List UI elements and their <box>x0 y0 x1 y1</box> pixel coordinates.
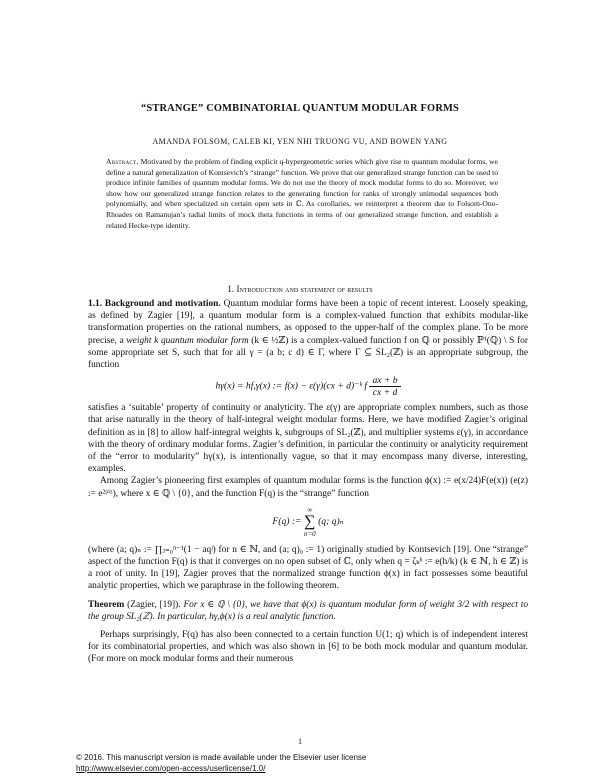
fraction-denominator: cx + d <box>372 387 398 399</box>
theorem-zagier <box>88 599 528 623</box>
equation-error-to-modularity <box>88 375 528 398</box>
paper-authors: AMANDA FOLSOM, CALEB KI, YEN NHI TRUONG VU, AND BOWEN YANG <box>152 137 448 146</box>
paragraph-text: (k ∈ ½ℤ) is a complex-valued function f on ℚ or possibly ℙ¹(ℚ) \ S for some appropriate set S, such that for all γ = (a b; c d) ∈ Γ, where Γ ⊆ SL₂(ℤ) is an appropriate subgroup, the function <box>88 335 528 371</box>
fraction-numerator: ax + b <box>369 375 400 387</box>
equation-strange-function <box>88 506 528 538</box>
sum-symbol: ∞ ∑ n=0 <box>303 505 316 538</box>
license-link[interactable]: http://www.elsevier.com/open-access/userlicense/1.0/ <box>76 763 266 773</box>
paragraph-kontsevich: (where (a; q)ₙ := ∏ⱼ₌₀ⁿ⁻¹(1 − aqʲ) for n ∈ ℕ, and (a; q)₀ := 1) originally studied by Kontsevich [19]. One “strange” aspect of the function F(q) is that it converges on no open subset of ℂ, only when q = ζₖʰ := e(h/k) (k ∈ ℕ, h ∈ ℤ) is a root of unity. In [19], Zagier proves that the normalized strange function ϕ(x) in fact possesses some beautiful analytic properties, which we paraphrase in the following theorem. <box>88 544 528 592</box>
section-title: Introduction and statement of results <box>236 284 373 294</box>
paragraph-background <box>88 298 528 371</box>
theorem-citation: (Zagier, [19]). <box>124 599 181 610</box>
paragraph-zagier-example: Among Zagier’s pioneering first examples of quantum modular forms is the function ϕ(x) := e(x/24)F(e(x)) (e(z) := e²ᵖⁱᶻ), where x ∈ ℚ \ {0}, and the function F(q) is the “strange” function <box>88 476 528 499</box>
paper-title: “STRANGE” COMBINATORIAL QUANTUM MODULAR FORMS <box>140 103 460 114</box>
body-text <box>88 298 528 666</box>
paragraph-text: Quantum modular forms have been a topic of recent interest. Loosely speaking, as defined by Zagier [19], a quantum modular form is a complex-valued function that exhibits modular-like transformation properties on the rational numbers, as opposed to the upper-half of the complex plane. To be more precise, a <box>88 299 529 346</box>
abstract-text: Motivated by the problem of finding explicit q-hypergeometric series which give rise to quantum modular forms, we define a natural generalization of Kontsevich’s “strange” function. We prove that our generalized strange function can be used to produce infinite families of quantum modular forms. We do not use the theory of mock modular forms to do so. Moreover, we show how our generalized strange function relates to the generating function for ranks of strongly unimodal sequences both polynomially, and when specialized on certain open sets in ℂ. As corollaries, we reinterpret a theorem due to Folsom-Ono-Rhoades on Ramanujan’s radial limits of mock theta functions in terms of our generalized strange function, and establish a related Hecke-type identity. <box>106 157 498 230</box>
equation-rhs: (q; q)ₙ <box>318 516 344 528</box>
abstract-label: Abstract. <box>106 157 139 166</box>
sum-lower-limit: n=0 <box>303 529 316 538</box>
theorem-head: Theorem <box>88 599 125 610</box>
paragraph-definition: satisfies a ‘suitable’ property of continuity or analyticity. The ε(γ) are appropriate complex numbers, such as those that arise naturally in the theory of half-integral weight modular forms. Here, we have modified Zagier’s original definition as in [8] to allow half-integral weights k, subgroups of SL₂(ℤ), and multiplier systems ε(γ), in accordance with the theory of ordinary modular forms. Zagier’s definition, in particular the continuity or analyticity requirement of the “error to modularity” hγ(x), is intentionally vague, so that it may encompass many diverse, interesting, examples. <box>88 403 528 475</box>
theorem-body: For x ∈ ℚ \ {0}, we have that ϕ(x) is quantum modular form of weight 3/2 with respect to the group SL₂(ℤ). In particular, hγ,ϕ(x) is a real analytic function. <box>88 599 529 622</box>
equation-lhs: F(q) := <box>272 516 302 528</box>
copyright-line: © 2016. This manuscript version is made available under the Elsevier user license <box>76 753 367 762</box>
page-number: 1 <box>298 737 302 746</box>
sum-upper-limit: ∞ <box>307 505 313 514</box>
equation-fraction <box>369 375 400 398</box>
section-number: 1. <box>227 284 235 294</box>
equation-lhs: hγ(x) = hf,γ(x) := f(x) − ε(γ)(cx + d)⁻ᵏ f <box>215 380 368 392</box>
section-heading <box>0 284 600 294</box>
abstract <box>106 157 498 231</box>
paragraph-surprising: Perhaps surprisingly, F(q) has also been connected to a certain function U(1; q) which is of independent interest for its combinatorial properties, and which was also shown in [6] to be both mock modular and quantum modular. (For more on mock modular forms and their numerous <box>88 630 528 665</box>
subsection-label: 1.1. Background and motivation. <box>88 299 221 309</box>
emphasized-term: weight k quantum modular form <box>126 335 249 346</box>
license-footer <box>76 753 496 774</box>
